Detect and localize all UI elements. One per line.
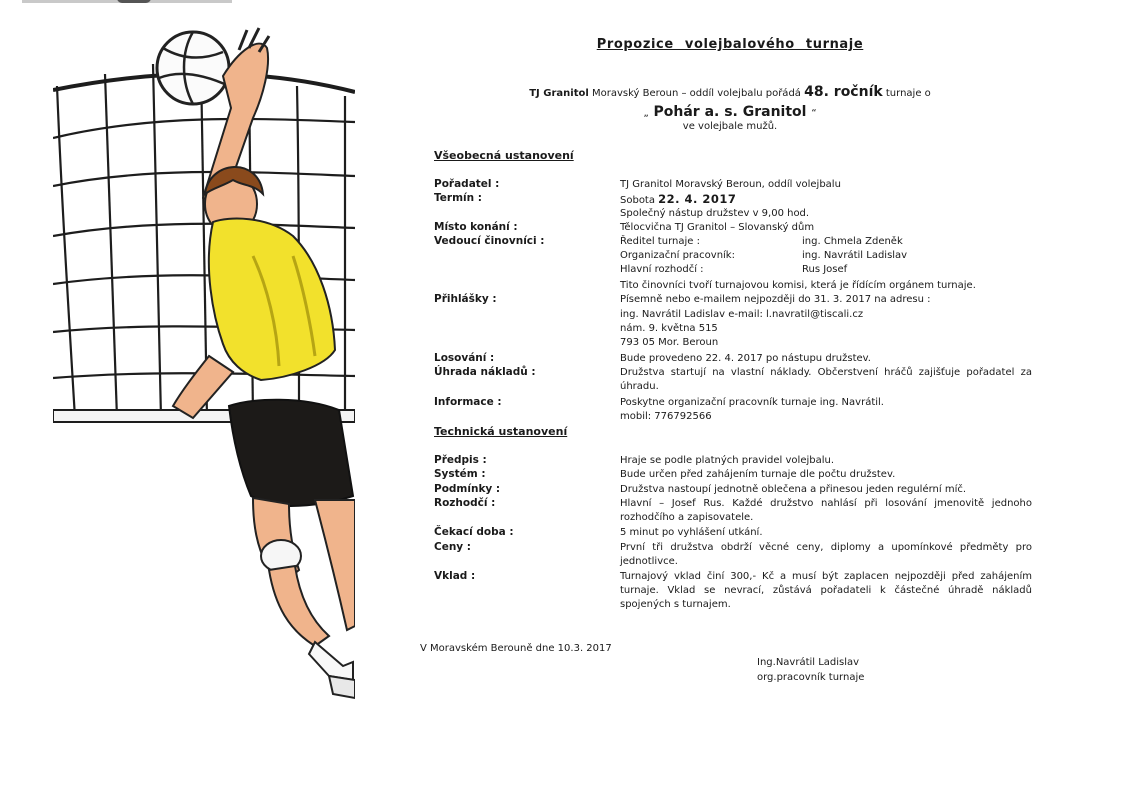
intro-edition: 48. ročník: [804, 84, 883, 100]
label-poradatel: Pořadatel :: [434, 178, 500, 190]
vedouci-role-1: Ředitel turnaje :: [620, 236, 700, 247]
value-podminky: Družstva nastoupí jednotně oblečena a přinesou jeden regulérní míč.: [620, 484, 967, 495]
label-vklad: Vklad :: [434, 570, 476, 582]
label-prihlasky: Přihlášky :: [434, 293, 497, 305]
label-cekaci: Čekací doba :: [434, 526, 514, 538]
value-predpis: Hraje se podle platných pravidel volejbalu.: [620, 455, 835, 466]
termin-line2: Společný nástup družstev v 9,00 hod.: [620, 208, 810, 219]
label-system: Systém :: [434, 468, 486, 480]
value-ceny: První tři družstva obdrží věcné ceny, diplomy a upomínkové předměty pro jednotlivce.: [620, 542, 1032, 567]
value-termin: [620, 192, 1032, 208]
cup-title: Pohár a. s. Granitol: [653, 104, 807, 120]
prihlasky-line3: nám. 9. května 515: [620, 323, 718, 334]
section-heading-technical: Technická ustanovení: [434, 425, 568, 438]
value-cekaci: 5 minut po vyhlášení utkání.: [620, 527, 763, 538]
vedouci-name-1: ing. Chmela Zdeněk: [802, 236, 903, 247]
value-vklad: Turnajový vklad činí 300,- Kč a musí být zaplacen nejpozději před zahájením turnaje. Vklad se nevrací, zůstává pořadateli k částečné úhradě nákladů spojených s turnajem.: [620, 571, 1032, 610]
volleyball-player-at-net-icon: [53, 26, 355, 719]
vedouci-name-2: ing. Navrátil Ladislav: [802, 250, 908, 261]
label-podminky: Podmínky :: [434, 483, 501, 495]
vedouci-role-2: Organizační pracovník:: [620, 250, 735, 261]
value-rozhodci: Hlavní – Josef Rus. Každé družstvo nahlásí při losování jmenovitě jednoho rozhodčího a zapisovatele.: [620, 498, 1032, 523]
label-losovani: Losování :: [434, 352, 495, 364]
signature-role: org.pracovník turnaje: [757, 672, 865, 683]
informace-line1: Poskytne organizační pracovník turnaje ing. Navrátil.: [620, 397, 884, 408]
intro-organizer: TJ Granitol: [529, 88, 589, 99]
intro-line: [420, 84, 1040, 100]
cup-open-quote: „: [643, 108, 649, 119]
document-title: Propozice volejbalového turnaje: [596, 37, 864, 52]
cup-name: [420, 104, 1040, 120]
prihlasky-line2: ing. Navrátil Ladislav e-mail: l.navratil@tiscali.cz: [620, 309, 864, 320]
prihlasky-line1: Písemně nebo e-mailem nejpozději do 31. 3. 2017 na adresu :: [620, 294, 931, 305]
value-system: Bude určen před zahájením turnaje dle počtu družstev.: [620, 469, 896, 480]
cup-close-quote: “: [811, 108, 817, 119]
top-edge-mark: [22, 0, 232, 3]
intro-tail: turnaje o: [885, 88, 931, 99]
label-predpis: Předpis :: [434, 454, 487, 466]
vedouci-note: Tito činovníci tvoří turnajovou komisi, která je řídícím orgánem turnaje.: [620, 280, 976, 291]
termin-prefix: Sobota: [620, 195, 655, 206]
label-uhrada: Úhrada nákladů :: [434, 366, 536, 378]
vedouci-role-3: Hlavní rozhodčí :: [620, 264, 704, 275]
label-misto: Místo konání :: [434, 221, 518, 233]
label-vedouci: Vedoucí činovníci :: [434, 235, 545, 247]
label-termin: Termín :: [434, 192, 482, 204]
document-body: [420, 0, 1040, 800]
label-informace: Informace :: [434, 396, 502, 408]
label-rozhodci: Rozhodčí :: [434, 497, 496, 509]
signature-name: Ing.Navrátil Ladislav: [757, 657, 860, 668]
category-line: ve volejbale mužů.: [682, 121, 778, 132]
prihlasky-line4: 793 05 Mor. Beroun: [620, 337, 719, 348]
place-and-date: V Moravském Berouně dne 10.3. 2017: [420, 643, 612, 654]
volleyball-player-illustration: [53, 26, 355, 719]
value-uhrada: Družstva startují na vlastní náklady. Občerstvení hráčů zajišťuje pořadatel za úhradu.: [620, 367, 1032, 392]
value-losovani: Bude provedeno 22. 4. 2017 po nástupu družstev.: [620, 353, 871, 364]
informace-line2: mobil: 776792566: [620, 411, 712, 422]
section-heading-general: Všeobecná ustanovení: [434, 149, 574, 162]
label-ceny: Ceny :: [434, 541, 472, 553]
intro-rest: Moravský Beroun – oddíl volejbalu pořádá: [591, 88, 801, 99]
termin-date: 22. 4. 2017: [658, 192, 737, 206]
value-misto: Tělocvična TJ Granitol – Slovanský dům: [620, 222, 815, 233]
vedouci-name-3: Rus Josef: [802, 264, 848, 275]
value-poradatel: TJ Granitol Moravský Beroun, oddíl volejbalu: [620, 179, 841, 190]
